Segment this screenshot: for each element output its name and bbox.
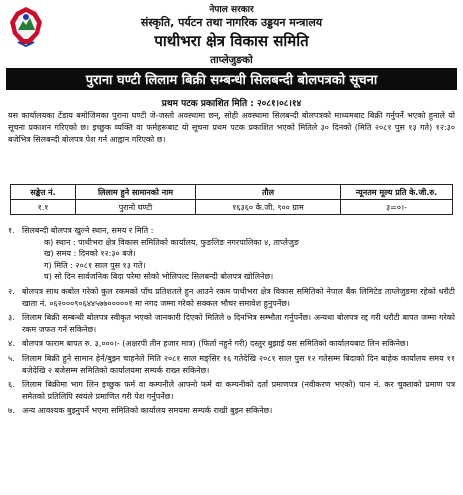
- district-name: ताप्लेजुङको: [210, 55, 253, 66]
- condition-sub-item: क) स्थान : पाथीभरा क्षेत्र विकास समितिको कार्यालय, फुङलिङ नगरपालिका ४, ताप्लेजुङ: [44, 237, 300, 247]
- cell-weight: १६३६० के.जी. ९०० ग्राम: [196, 200, 341, 215]
- condition-text: लिलाम बिक्रीमा भाग लिन इच्छुक फर्म वा कम्पनीले आफ्नो फर्म वा कम्पनीको दर्ता प्रमाणपत्र (नवीकरण भएको) पान नं. कर चुक्ताको प्रमाण पत्र समेतको प्रतिलिपि स्वयंले प्रमाणित गरी पेश गर्नुपर्नेछ।: [22, 380, 455, 401]
- col-code: सङ्केत नं.: [11, 185, 76, 200]
- condition-text: अन्य आवश्यक बुझ्नुपर्ने भएमा समितिको कार्यालय समयमा सम्पर्क राखी बुझ्न सकिनेछ।: [22, 406, 273, 416]
- notice-title-banner: [6, 68, 457, 90]
- condition-number: १.: [8, 226, 15, 235]
- cell-min-price: ३=०।-: [341, 200, 453, 215]
- table-row: [11, 200, 453, 215]
- condition-item: [8, 353, 455, 376]
- cell-code: १.१: [11, 200, 76, 215]
- conditions-list: [8, 225, 455, 420]
- condition-item: [8, 286, 455, 309]
- condition-number: ५.: [8, 353, 15, 363]
- condition-item: [8, 225, 455, 283]
- government-name: नेपाल सरकार: [209, 5, 254, 15]
- condition-item: [8, 338, 455, 350]
- condition-text: बोलपत्र फाराम बापत रु. ३,०००।- (अक्षरपी तीन हजार मात्र) (फिर्ता नहुने गरी) दस्तुर बुझाई यस समितिको कार्यालयबाट लिन सकिनेछ।: [22, 339, 409, 349]
- col-min-price: न्यूनतम मूल्य प्रति के.जी.रु.: [341, 185, 453, 200]
- condition-text: लिलाम बिक्री हुने सामान हेर्न/बुझ्न चाहनेले मिति २०८१ साल मङ्सिर १६ गतेदेखि २०८१ साल पुस १२ गतेसम्म बिदाको दिन बाहेक कार्यालय समय ११ बजेदेखि २ बजेसम्म समितिको कार्यालयमा सम्पर्क राख्न सकिनेछ।: [22, 353, 455, 375]
- condition-sub-item: ख) समय : दिनको १२:३० बजे।: [44, 249, 136, 259]
- notice-title: पुराना घण्टी लिलाम बिक्री सम्बन्धी सिलबन्दी बोलपत्रको सूचना: [85, 73, 378, 88]
- ministry-name: संस्कृति, पर्यटन तथा नागरिक उड्डयन मन्त्रालय: [140, 16, 323, 29]
- condition-number: ७.: [8, 406, 15, 416]
- condition-sub-item: ग) मिति : २०८१ साल पुस १३ गते।: [44, 260, 146, 270]
- cell-item-name: पुरानो घण्टी: [76, 200, 196, 215]
- condition-item: [8, 312, 455, 335]
- condition-number: ६.: [8, 380, 15, 390]
- table-header-row: [11, 185, 453, 200]
- condition-title: सिलबन्दी बोलपत्र खुल्ने स्थान, समय र मिति :: [22, 226, 154, 235]
- condition-item: [8, 405, 455, 417]
- col-weight: तौल: [196, 185, 341, 200]
- condition-number: ३.: [8, 313, 15, 323]
- condition-number: ४.: [8, 339, 15, 349]
- condition-number: २.: [8, 286, 15, 296]
- items-table: [10, 184, 453, 215]
- col-item-name: लिलाम हुने सामानको नाम: [76, 185, 196, 200]
- condition-text: लिलाम बिक्री सम्बन्धी बोलपत्र स्वीकृत भएको जानकारी दिएको मितिले ७ दिनभित्र सम्भौता गर्नुपर्नेछ। अन्यथा बोलपत्र रद्द गरी धरौटी बापत जम्मा गरेको रकम जफत गर्न सकिनेछ।: [22, 313, 455, 334]
- condition-item: [8, 379, 455, 402]
- condition-text: बोलपत्र साथ कबोल गरेको कुल रकमको पाँच प्रतिशतले हुन आउने रकम पाथीभरा क्षेत्र विकास समितिको नेपाल बैंक लिमिटेड ताप्लेजुङमा रहेको धरौटी खाता नं. ०६२०००९०६४४५७७०००००१ मा नगद जम्मा गरेको सक्कल भौचर समावेश हुनुपर्नेछ।: [22, 286, 455, 308]
- intro-paragraph: यस कार्यालयका टेंडाय बमोजिमका पुराना घण्टी जे-जस्तो अवस्थामा छन्, सोही अवस्थामा सिलबन्दी बोलपत्रको माध्यमबाट बिक्री गर्नुपर्ने भएकाे हुनाले यो सूचना प्रकाशन गरिएको छ। इच्छुक व्यक्ति वा फर्महरूबाट यो सूचना प्रथम पटक प्रकाशित भएको मितिले ३० दिनको (मिति २०८१ पुस १३ गते) १२:३० बजेभित्र सिलबन्दी बोलपत्र पेश गर्न आह्वान गरिएको छ।: [8, 111, 455, 144]
- committee-name: पाथीभरा क्षेत्र विकास समिति: [154, 32, 309, 50]
- condition-sub-item: घ) सो दिन सार्वजनिक बिदा परेमा सोको भोलिपल्ट सिलबन्दी बोलपत्र खोलिनेछ।: [44, 272, 274, 282]
- publication-date: प्रथम पटक प्रकाशित मिति : २०८१।०८।१४: [161, 99, 302, 109]
